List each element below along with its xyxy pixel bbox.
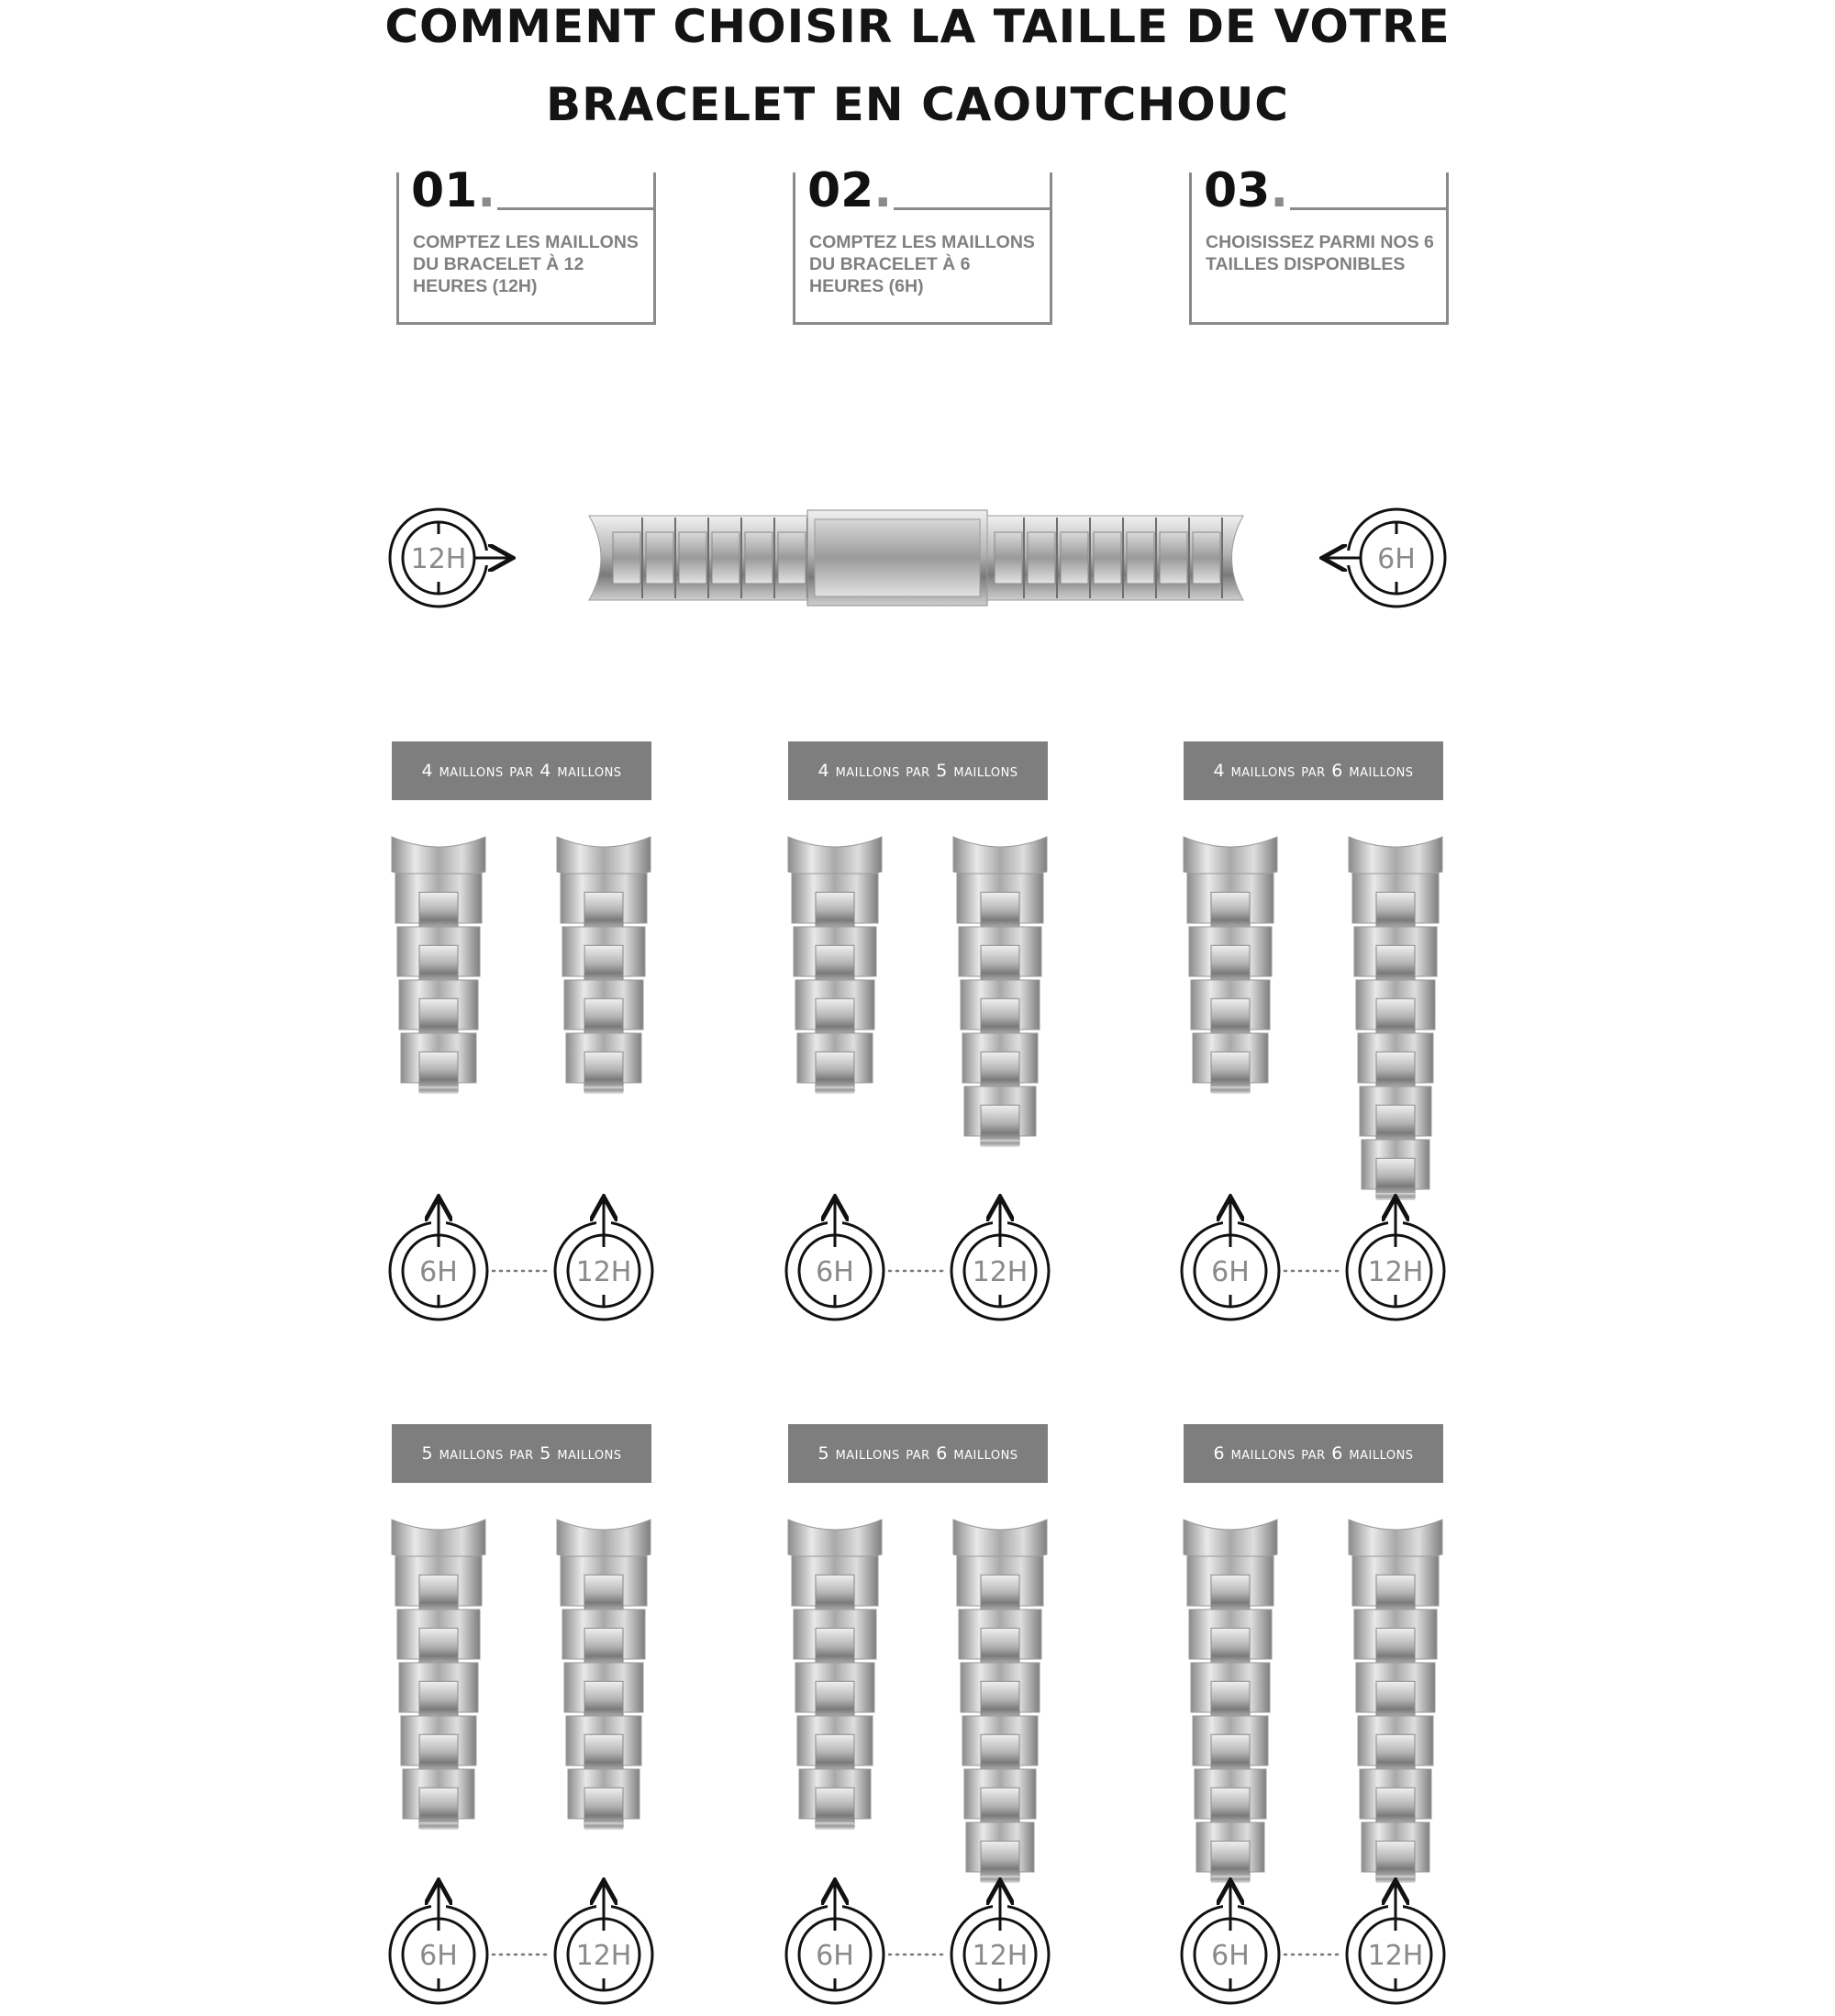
strap-link <box>961 980 1040 1039</box>
strap-6h <box>1184 1520 1277 1883</box>
bracelet-link <box>679 532 706 584</box>
clock-6h-icon <box>390 1883 487 2003</box>
strap-link <box>962 1716 1038 1775</box>
bracelet-link <box>1193 532 1220 584</box>
step-number-dot: . <box>1270 163 1289 218</box>
clock-label: 12H <box>1367 1940 1424 1972</box>
bracelet-link <box>1127 532 1154 584</box>
strap-link <box>1358 1033 1433 1092</box>
strap-link <box>399 980 478 1039</box>
size-label: 5 maillons par 6 maillons <box>788 1424 1048 1483</box>
strap-link <box>794 1609 876 1668</box>
strap-link <box>395 1556 482 1615</box>
bracelet-link <box>745 532 773 584</box>
strap-tail <box>584 1086 623 1094</box>
strap-end-piece <box>392 1520 485 1560</box>
clock-label: 6H <box>816 1940 854 1972</box>
clock-label: 12H <box>575 1256 632 1288</box>
size-option <box>1182 1520 1444 2003</box>
strap-link <box>399 1663 478 1721</box>
step-description: COMPTEZ LES MAILLONS DU BRACELET À 12 HEURES (12H) <box>413 232 639 296</box>
clock-label: 6H <box>419 1940 458 1972</box>
strap-link <box>562 927 645 986</box>
size-option <box>390 1520 652 2003</box>
clock-label: 6H <box>1211 1940 1250 1972</box>
page-title-line-1: COMMENT CHOISIR LA TAILLE DE VOTRE <box>384 0 1451 53</box>
strap-link <box>1354 1609 1437 1668</box>
strap-6h <box>1184 837 1277 1094</box>
clock-label: 12H <box>972 1256 1029 1288</box>
clock-label: 12H <box>972 1940 1029 1972</box>
strap-link <box>1195 1769 1266 1828</box>
strap-link <box>962 1033 1038 1092</box>
size-options <box>390 837 1444 2003</box>
strap-end-piece <box>557 837 651 877</box>
strap-link <box>566 1716 641 1775</box>
strap-link <box>397 1609 480 1668</box>
clock-label: 6H <box>1211 1256 1250 1288</box>
clock-12h-icon <box>555 1883 652 2003</box>
strap-6h <box>788 1520 882 1830</box>
strap-link <box>395 874 482 932</box>
bracelet-link <box>712 532 740 584</box>
strap-link <box>957 1556 1043 1615</box>
strap-link <box>403 1769 474 1828</box>
strap-link <box>1352 1556 1439 1615</box>
strap-link <box>564 980 643 1039</box>
clock-12h-icon <box>1347 1199 1444 1320</box>
strap-link <box>1360 1769 1431 1828</box>
strap-tail <box>419 1822 458 1830</box>
strap-link <box>797 1716 873 1775</box>
size-option <box>786 837 1049 1320</box>
strap-tail <box>1211 1876 1250 1883</box>
strap-end-piece <box>788 837 882 877</box>
strap-link <box>795 1663 874 1721</box>
strap-link <box>562 1609 645 1668</box>
strap-tail <box>1211 1086 1250 1094</box>
strap-link <box>401 1033 476 1092</box>
step-number-dot: . <box>477 163 496 218</box>
strap-link <box>1362 1140 1429 1198</box>
strap-link <box>794 927 876 986</box>
strap-link <box>1189 927 1272 986</box>
strap-end-piece <box>557 1520 651 1560</box>
strap-link <box>1360 1086 1431 1145</box>
size-option <box>1182 837 1444 1320</box>
strap-link <box>964 1769 1036 1828</box>
strap-tail <box>981 1876 1019 1883</box>
strap-link <box>797 1033 873 1092</box>
strap-link <box>1187 874 1273 932</box>
clock-12h-icon <box>1347 1883 1444 2003</box>
bracelet-link <box>1028 532 1055 584</box>
strap-end-piece <box>1349 1520 1442 1560</box>
clock-6h-icon <box>1182 1883 1279 2003</box>
step-number-digits: 01 <box>411 163 478 218</box>
bracelet-link <box>646 532 673 584</box>
strap-link <box>1189 1609 1272 1668</box>
strap-6h <box>788 837 882 1094</box>
strap-12h <box>953 1520 1047 1883</box>
bracelet-link <box>995 532 1022 584</box>
strap-6h <box>392 1520 485 1830</box>
clock-6h-icon <box>1325 509 1445 607</box>
strap-link <box>961 1663 1040 1721</box>
step-number-digits: 03 <box>1204 163 1271 218</box>
strap-link <box>1354 927 1437 986</box>
strap-12h <box>1349 837 1442 1200</box>
size-option <box>786 1520 1049 2003</box>
strap-link <box>1191 1663 1270 1721</box>
clock-6h-icon <box>786 1883 884 2003</box>
strap-link <box>1362 1822 1429 1881</box>
bracelet-link <box>1160 532 1187 584</box>
step-number-dot: . <box>873 163 893 218</box>
clock-12h-icon <box>555 1199 652 1320</box>
strap-end-piece <box>953 1520 1047 1560</box>
bracelet-clasp-cover <box>815 519 980 596</box>
clock-label: 12H <box>1367 1256 1424 1288</box>
strap-link <box>1193 1033 1268 1092</box>
step-description: CHOISISSEZ PARMI NOS 6 TAILLES DISPONIBLES <box>1206 232 1434 274</box>
size-label: 4 maillons par 6 maillons <box>1184 741 1443 800</box>
strap-link <box>799 1769 871 1828</box>
strap-end-piece <box>392 837 485 877</box>
bracelet-link <box>1061 532 1088 584</box>
strap-link <box>792 874 878 932</box>
size-option <box>390 837 652 1320</box>
strap-end-piece <box>1184 837 1277 877</box>
clock-12h-icon <box>390 509 510 607</box>
strap-link <box>1356 1663 1435 1721</box>
step-description: COMPTEZ LES MAILLONS DU BRACELET À 6 HEURES (6H) <box>809 232 1035 296</box>
strap-6h <box>392 837 485 1094</box>
strap-tail <box>816 1822 854 1830</box>
strap-12h <box>557 837 651 1094</box>
strap-link <box>1193 1716 1268 1775</box>
strap-12h <box>953 837 1047 1147</box>
size-label: 4 maillons par 4 maillons <box>392 741 651 800</box>
clock-6h-icon <box>390 1199 487 1320</box>
strap-link <box>959 927 1041 986</box>
clock-label: 6H <box>816 1256 854 1288</box>
strap-tail <box>816 1086 854 1094</box>
bracelet-diagram <box>589 510 1243 606</box>
strap-end-piece <box>1184 1520 1277 1560</box>
strap-end-piece <box>788 1520 882 1560</box>
strap-link <box>957 874 1043 932</box>
size-label: 4 maillons par 5 maillons <box>788 741 1048 800</box>
strap-link <box>1358 1716 1433 1775</box>
strap-link <box>1356 980 1435 1039</box>
clock-12h-icon <box>951 1883 1049 2003</box>
strap-link <box>795 980 874 1039</box>
strap-end-piece <box>953 837 1047 877</box>
clock-label: 12H <box>410 543 467 575</box>
strap-link <box>792 1556 878 1615</box>
strap-link <box>964 1086 1036 1145</box>
bracelet-link <box>613 532 640 584</box>
strap-link <box>1187 1556 1273 1615</box>
step-number-digits: 02 <box>807 163 874 218</box>
strap-link <box>401 1716 476 1775</box>
strap-tail <box>1376 1193 1415 1200</box>
bracelet-link <box>778 532 806 584</box>
strap-12h <box>1349 1520 1442 1883</box>
size-label: 5 maillons par 5 maillons <box>392 1424 651 1483</box>
strap-tail <box>981 1140 1019 1147</box>
strap-link <box>566 1033 641 1092</box>
strap-link <box>397 927 480 986</box>
strap-link <box>568 1769 639 1828</box>
strap-link <box>561 874 647 932</box>
strap-tail <box>419 1086 458 1094</box>
clock-12h-icon <box>951 1199 1049 1320</box>
clock-label: 6H <box>419 1256 458 1288</box>
clock-label: 6H <box>1377 543 1416 575</box>
strap-end-piece <box>1349 837 1442 877</box>
strap-link <box>1196 1822 1264 1881</box>
strap-link <box>1191 980 1270 1039</box>
clock-6h-icon <box>786 1199 884 1320</box>
strap-link <box>966 1822 1034 1881</box>
strap-tail <box>584 1822 623 1830</box>
clock-6h-icon <box>1182 1199 1279 1320</box>
strap-link <box>959 1609 1041 1668</box>
size-label: 6 maillons par 6 maillons <box>1184 1424 1443 1483</box>
page-title-line-2: BRACELET EN CAOUTCHOUC <box>545 78 1290 131</box>
clock-label: 12H <box>575 1940 632 1972</box>
strap-tail <box>1376 1876 1415 1883</box>
strap-link <box>1352 874 1439 932</box>
bracelet-link <box>1094 532 1121 584</box>
strap-12h <box>557 1520 651 1830</box>
strap-link <box>564 1663 643 1721</box>
strap-link <box>561 1556 647 1615</box>
